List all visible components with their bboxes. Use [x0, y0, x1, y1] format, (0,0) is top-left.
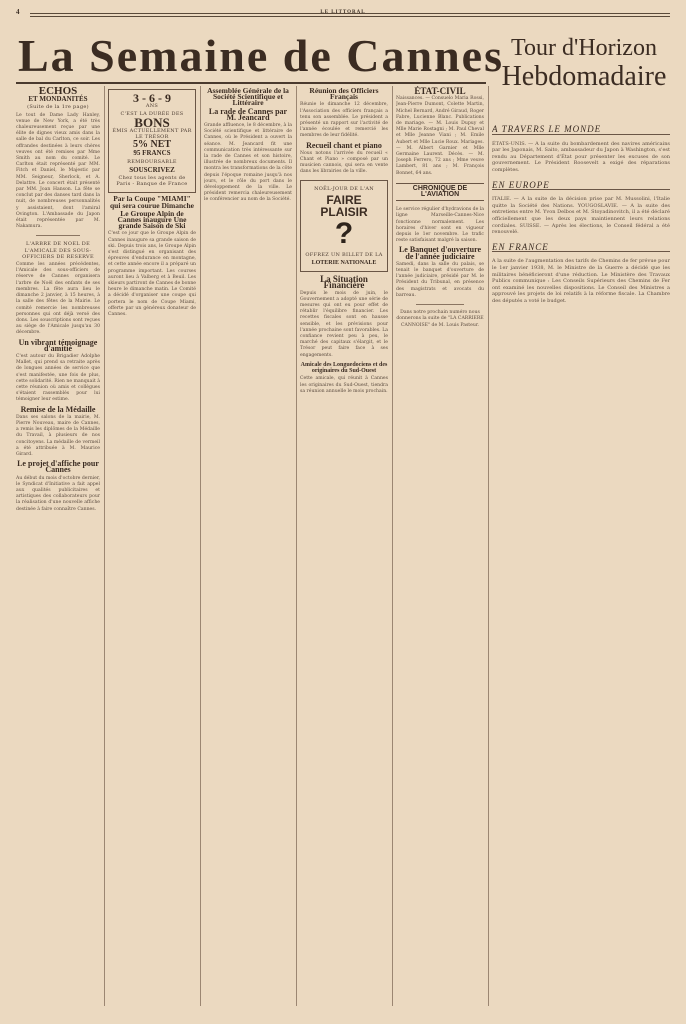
remise-body: Dans ses salons de la mairie, M. Pierre Nouveau, maire de Cannes, a remis les diplômes de la Médaille du Travail, à plusieurs de nos concitoyens. La médaille de vermeil a été attribuée à M. Maurice Girard. — [16, 414, 100, 457]
projet-body: Au début du mois d'octobre dernier, le Syndicat d'Initiative a fait appel aux qualités publicitaires et artistiques des collaborateurs pour la réalisation d'une nouvelle affiche destinée à faire connaître Cannes. — [16, 475, 100, 512]
vibrant-title: Un vibrant témoignage d'amitié — [18, 337, 98, 353]
recueil-body: Nous notons l'arrivée du recueil « Chant et Piano » composé par un musicien cannois, qui sera en vente dans les librairies de la ville. — [300, 150, 388, 175]
banquet-body: Samedi, dans la salle du palais, se tenait le banquet d'ouverture de l'année judiciaire, présidé par M. le Président du Tribunal, en présence des magistrats et avocats du barreau. — [396, 261, 484, 298]
journal-name: LE LITTORAL — [320, 10, 366, 15]
column-1 — [16, 86, 100, 1006]
rade-title: La rade de Cannes par M. Jeancard — [208, 106, 288, 122]
page-number: 4 — [16, 8, 20, 16]
column-4 — [300, 86, 388, 1006]
projet-title: Le projet d'affiche pour Cannes — [17, 459, 99, 475]
vibrant-body: C'est autour du Brigadier Adolphe Mallet, qui prend sa retraite après de longues années de service que s'est manifestée, une fois de plus, cette solidarité. Rien ne manquait à cette réunion où amis et collègues s'étaient rassemblés pour lui témoigner leur estime. — [16, 353, 100, 403]
echos-title: ECHOS — [38, 86, 78, 97]
amicale-body: Cette amicale, qui réunit à Cannes les originaires du Sud-Ouest, tiendra sa réunion annuelle le mois prochain. — [300, 376, 388, 394]
question-mark-icon: ? — [334, 216, 354, 250]
tour-horizon-title: Tour d'Horizon Hebdomadaire — [501, 35, 667, 92]
masthead — [18, 30, 504, 81]
monde-title: A TRAVERS LE MONDE — [492, 126, 670, 135]
situation-body: Depuis le mois de juin, le Gouvernement a adopté une série de mesures qui ont eu pour effet de rétablir l'équilibre financier. Les recettes fiscales sont en hausse sensible, et les prévisions pour l'année prochaine sont favorables. La confiance revient peu à peu, le marché des capitaux s'élargit, et le Trésor peut faire face à ses engagements. — [300, 290, 388, 358]
loterie-ad: NOËL-JOUR DE L'AN FAIRE PLAISIR ? OFFREZ UN BILLET DE LA LOTERIE NATIONALE — [300, 180, 388, 273]
assemblee-body: Grande affluence, le 8 décembre, à la Société scientifique et littéraire de Cannes, où le Président a ouvert la séance. M. Jeancard fit une communication très intéressante sur la rade de Cannes et son histoire, illustrée de nombreux documents. Il montra les transformations de la côte depuis l'époque romaine jusqu'à nos jours, et le rôle du port dans le développement de la ville. Le président remercia chaleureusement le conférencier au nom de la Société. — [204, 123, 292, 203]
banquet-title: Le Banquet d'ouverture de l'année judiciaire — [398, 245, 482, 261]
arbre-body: Comme les années précédentes, l'Amicale des sous-officiers de réserve de Cannes organisera l'arbre de Noël des enfants de ses membres. La fête aura lieu le dimanche 2 janvier, à 15 heures, à la salle des fêtes de la Mairie. Le comité remercie les nombreuses personnes qui ont déjà versé des dons. Les souscriptions sont reçues au siège de l'Amicale jusqu'au 30 décembre. — [16, 262, 100, 336]
reunion-title: Réunion des Officiers Français — [309, 86, 379, 102]
recueil-title: Recueil chant et piano — [306, 140, 382, 150]
france-title: EN FRANCE — [492, 244, 670, 253]
column-2 — [108, 86, 196, 1006]
column-6 — [492, 118, 670, 1006]
aviation-body: Le service régulier d'hydravions de la ligne Marseille-Cannes-Nice fonctionne normalement. Les horaires d'hiver sont en vigueur depuis le 1er novembre. Le trafic reste satisfaisant malgré la saison. — [396, 207, 484, 244]
aviation-title: CHRONIQUE DE L'AVIATION — [396, 183, 484, 201]
bons-ad: 3 - 6 - 9 ANS C'EST LA DURÉE DES BONS ÉMIS ACTUELLEMENT PAR LE TRÉSOR 5% NET 95 FRANCS REMBOURSABLE SOUSCRIVEZ Chez tous les agents de Paris - Banque de France — [108, 89, 196, 193]
france-body: A la suite de l'augmentation des tarifs de Chemins de fer prévue pour le 1er janvier 1938, M. le Ministre de la Guerre a décidé que les militaires bénéficieront d'une réduction. Le Ministère des Travaux Publics communique : Les Conseils Supérieurs des Chemins de Fer ont examiné les nouvelles dispositions. Le Conseil des Ministres a approuvé les projets de loi relatifs à la réforme fiscale. La Chambre des députés a voté le budget. — [492, 258, 670, 304]
europe-title: EN EUROPE — [492, 182, 670, 191]
remise-title: Remise de la Médaille — [20, 404, 96, 414]
miami-body: C'est ce jour que le Groupe Alpin de Cannes inaugure sa grande saison de ski. Depuis trois ans, le Groupe Alpin s'est distingué en organisant des épreuves d'endurance en montagne, et cette année encore il a préparé un programme important. Les courses auront lieu à Valberg et à Beuil. Les skieurs partiront de Cannes de bonne heure le dimanche matin. Le Comité a décidé d'organiser une coupe qui portera le nom de Coupe Miami, offerte par un généreux donateur de Cannes. — [108, 231, 196, 318]
column-5 — [396, 86, 484, 1006]
echos-subtitle: ET MONDANITÉS — [28, 95, 88, 104]
etat-civil-title: ÉTAT-CIVIL — [414, 86, 466, 96]
miami-subtitle: Le Groupe Alpin de Cannes inaugure Une grande Saison de Ski — [117, 208, 187, 231]
monde-body: ÉTATS-UNIS. — A la suite du bombardement des navires américains par les Japonais, M. Saito, ambassadeur du Japon à Washington, s'est rendu au Département d'État pour présenter les excuses de son gouvernement. Le Président Roosevelt a exigé des réparations complètes. — [492, 140, 670, 173]
column-3 — [204, 86, 292, 1006]
etat-civil-body: Naissances. — Consuelo Maria Rossi, Jean-Pierre Dumont, Colette Martin, Michel Bernard, André Giraud, Roger Fabre, Lucienne Blanc. Publications de mariage. — M. Louis Dupuy et Mlle Marie Rostagni ; M. Paul Cheval et Mlle Jeanne Viani ; M. Emile Aubert et Mlle Lucie Roux. Mariages. — M. Albert Garnier et Mlle Germaine Laurent. Décès. — M. Joseph Ferrero, 72 ans ; Mme veuve Lambert, 81 ans ; M. François Bonnet, 64 ans. — [396, 96, 484, 176]
miami-title: Par la Coupe "MIAMI" qui sera courue Dimanche — [110, 194, 194, 210]
echos-note: (Suite de la 1re page) — [27, 104, 89, 111]
situation-title: La Situation Financière — [320, 274, 368, 291]
arbre-title: L'ARBRE DE NOEL DE L'AMICALE DES SOUS-OFFICIERS DE RESERVE — [22, 241, 94, 260]
top-line — [16, 10, 670, 20]
next-issue-note: Dans notre prochain numéro nous donnerons la suite de "LA CARRIERE CANNOISE" de M. Louis Pasteur. — [396, 310, 484, 328]
amicale-title: Amicale des Longuedociens et des originaires du Sud-Ouest — [300, 361, 388, 375]
echos-body: Le tout de Dame Lady Hanley, venue de New York, a été très chaleureusement reçue par une élite de dignes vieux amis dans la salle de bal du Carlton, ce soir. Les offrandes destinées à leurs chères veuves ont été remises par Mme Smith au nom du comité. Le Carlton était représenté par MM. Fitch et Daniel, le Majestic par MM. Seigneur, Sherlock, et A. Delattre. Le concert était présenté par MM. Joan Hanson. La fête se conclut par des danses tard dans la nuit, de nombreuses personnalités y assistaient, dont l'amiral Ovington. L'Ambassade du Japon était représentée par M. Nakamura. — [16, 112, 100, 230]
assemblee-title: Assemblée Générale de la Société Scientifique et Littéraire — [207, 86, 289, 108]
europe-body: ITALIE. — A la suite de la décision prise par M. Mussolini, l'Italie quitte la Société des Nations. YOUGOSLAVIE. — A la suite des entretiens entre M. Yvon Delbos et M. Stoyadinovitch, il a été déclaré officiellement que les deux pays maintiennent leurs relations cordiales. SUISSE. — Après les élections, le Conseil fédéral a été renouvelé. — [492, 196, 670, 236]
masthead-title: La Semaine de Cannes — [18, 30, 504, 81]
reunion-body: Réunie le dimanche 12 décembre, l'Association des officiers français a tenu son assemblée. Le président a présenté un rapport sur l'activité de l'année écoulée et remercié les membres de leur fidélité. — [300, 102, 388, 139]
